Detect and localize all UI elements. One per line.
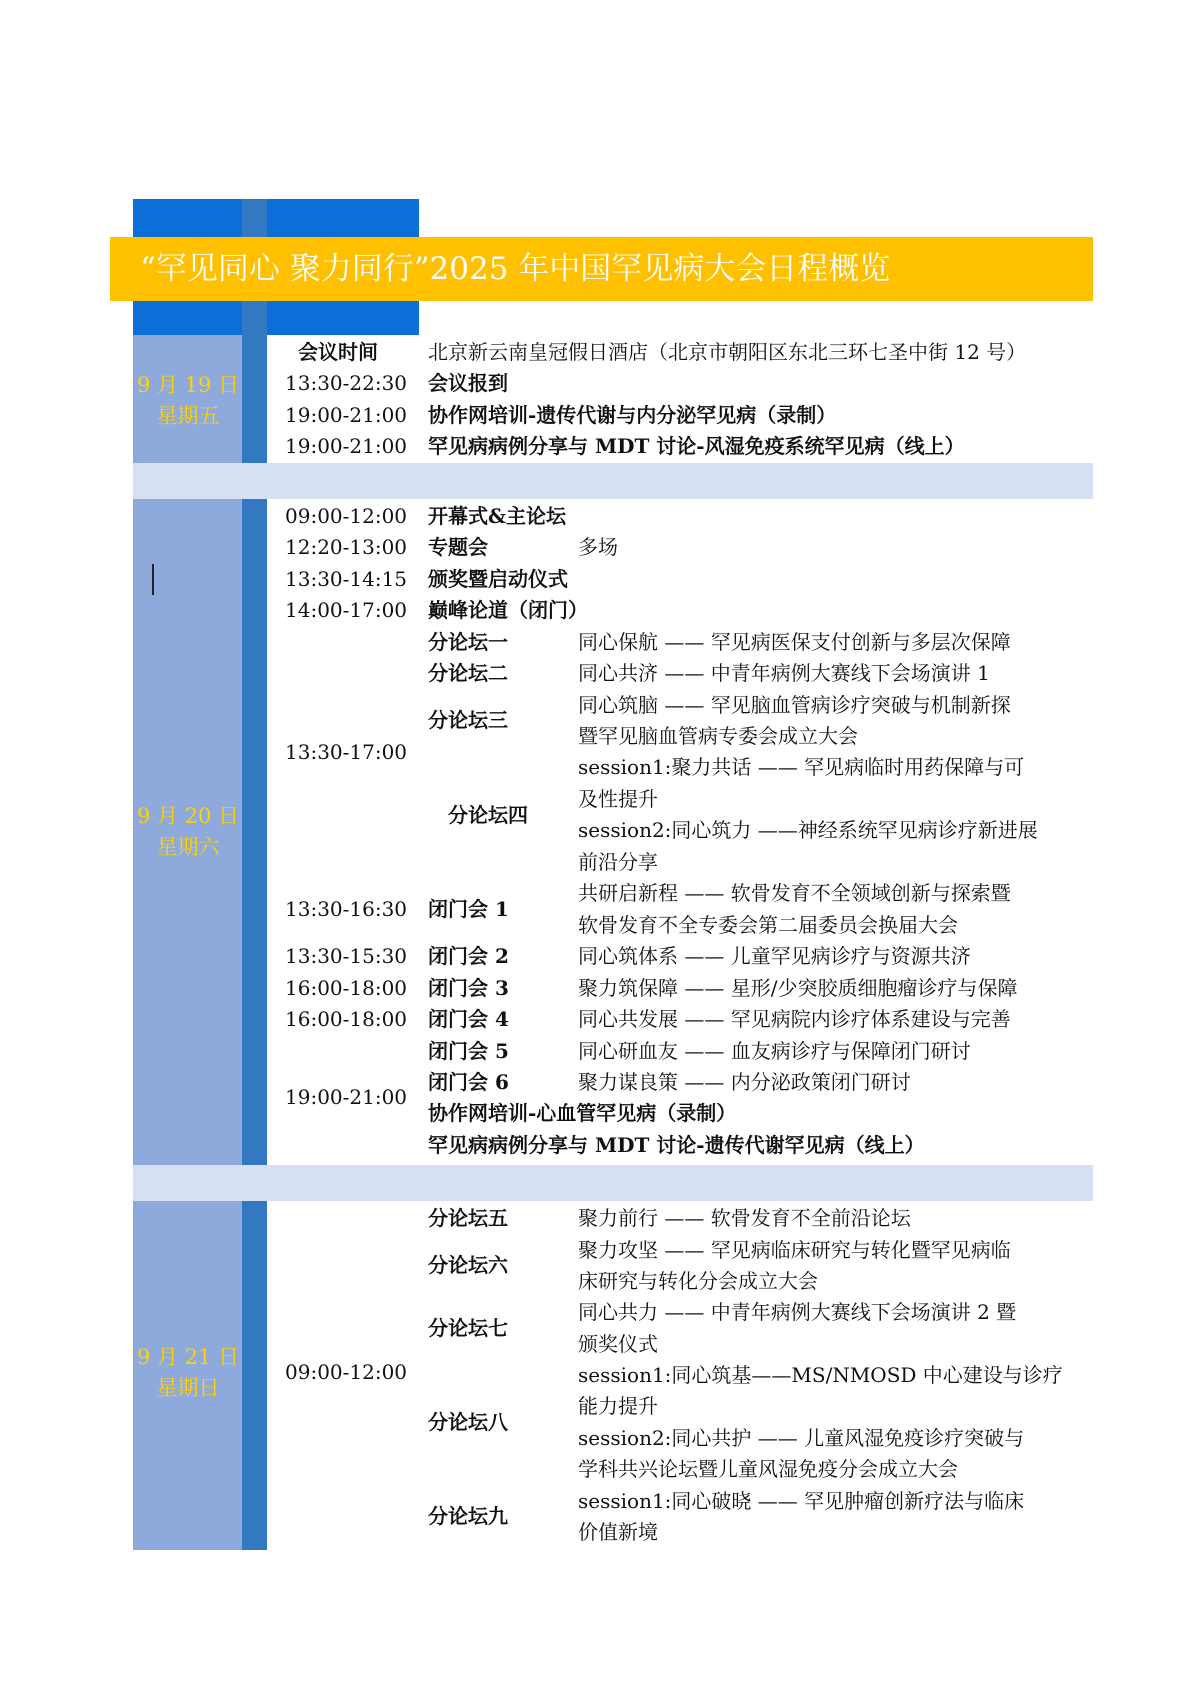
forum-name: 分论坛三	[428, 708, 508, 732]
forum-name: 分论坛四	[448, 803, 528, 827]
forum-desc: 同心保航 —— 罕见病医保支付创新与多层次保障	[578, 630, 1011, 654]
forum-desc: 能力提升	[578, 1394, 658, 1418]
row-item: 会议报到	[428, 371, 508, 395]
closed-meeting-name: 闭门会 5	[428, 1039, 509, 1063]
date: 9 月 19 日	[136, 373, 240, 397]
row-time: 13:30-16:30	[285, 897, 408, 921]
closed-meeting-desc: 聚力谋良策 —— 内分泌政策闭门研讨	[578, 1070, 911, 1094]
forum-name: 分论坛五	[428, 1206, 508, 1230]
venue-text: 北京新云南皇冠假日酒店（北京市朝阳区东北三环七圣中街 12 号）	[428, 340, 1027, 364]
row-item: 罕见病病例分享与 MDT 讨论-遗传代谢罕见病（线上）	[428, 1133, 925, 1157]
date: 9 月 21 日	[136, 1345, 240, 1369]
row-desc: 多场	[578, 535, 618, 559]
forum-name: 分论坛七	[428, 1316, 508, 1340]
row-time: 19:00-21:00	[285, 403, 408, 427]
row-time: 14:00-17:00	[285, 598, 408, 622]
closed-meeting-desc: 软骨发育不全专委会第二届委员会换届大会	[578, 913, 958, 937]
row-time: 13:30-15:30	[285, 944, 408, 968]
day1-date-label	[134, 370, 242, 432]
closed-meeting-desc: 同心研血友 —— 血友病诊疗与保障闭门研讨	[578, 1039, 971, 1063]
row-time: 16:00-18:00	[285, 976, 408, 1000]
forum-name: 分论坛一	[428, 630, 508, 654]
timeline-stripe	[242, 199, 267, 1550]
forum-name: 分论坛八	[428, 1410, 508, 1434]
row-time: 16:00-18:00	[285, 1007, 408, 1031]
closed-meeting-desc: 聚力筑保障 —— 星形/少突胶质细胞瘤诊疗与保障	[578, 976, 1018, 1000]
row-time: 19:00-21:00	[285, 1085, 408, 1109]
header-time-label: 会议时间	[298, 340, 378, 364]
page-title: “罕见同心 聚力同行”2025 年中国罕见病大会日程概览	[110, 237, 1093, 301]
forum-desc: 暨罕见脑血管病专委会成立大会	[578, 724, 858, 748]
row-time: 09:00-12:00	[285, 1360, 408, 1384]
forum-desc: 同心共济 —— 中青年病例大赛线下会场演讲 1	[578, 661, 990, 685]
row-item: 巅峰论道（闭门）	[428, 598, 588, 622]
row-time: 13:30-22:30	[285, 371, 408, 395]
day3-date-label	[134, 1342, 242, 1404]
forum-desc: 同心共力 —— 中青年病例大赛线下会场演讲 2 暨	[578, 1300, 1017, 1324]
forum-desc: session1:同心筑基——MS/NMOSD 中心建设与诊疗	[578, 1363, 1063, 1387]
row-item: 开幕式&主论坛	[428, 504, 567, 528]
forum-desc: 价值新境	[578, 1520, 658, 1544]
closed-meeting-desc: 同心筑体系 —— 儿童罕见病诊疗与资源共济	[578, 944, 971, 968]
closed-meeting-name: 闭门会 1	[428, 897, 509, 921]
date: 9 月 20 日	[136, 804, 240, 828]
row-item: 协作网培训-心血管罕见病（录制）	[428, 1101, 737, 1125]
row-time: 09:00-12:00	[285, 504, 408, 528]
forum-desc: session1:聚力共话 —— 罕见病临时用药保障与可	[578, 755, 1025, 779]
text-cursor	[152, 564, 154, 595]
forum-desc: 颁奖仪式	[578, 1332, 658, 1356]
forum-desc: 及性提升	[578, 787, 658, 811]
row-time: 13:30-14:15	[285, 567, 408, 591]
row-time: 12:20-13:00	[285, 535, 408, 559]
day-separator	[133, 463, 1093, 499]
forum-name: 分论坛二	[428, 661, 508, 685]
row-item: 罕见病病例分享与 MDT 讨论-风湿免疫系统罕见病（线上）	[428, 434, 965, 458]
weekday: 星期六	[156, 835, 220, 859]
forum-desc: session2:同心共护 —— 儿童风湿免疫诊疗突破与	[578, 1426, 1025, 1450]
forum-desc: 聚力前行 —— 软骨发育不全前沿论坛	[578, 1206, 911, 1230]
row-item: 颁奖暨启动仪式	[428, 567, 568, 591]
forum-desc: 聚力攻坚 —— 罕见病临床研究与转化暨罕见病临	[578, 1238, 1011, 1262]
closed-meeting-name: 闭门会 2	[428, 944, 509, 968]
weekday: 星期五	[156, 404, 220, 428]
weekday: 星期日	[156, 1376, 220, 1400]
forum-desc: 学科共兴论坛暨儿童风湿免疫分会成立大会	[578, 1457, 958, 1481]
closed-meeting-name: 闭门会 4	[428, 1007, 509, 1031]
forum-desc: session2:同心筑力 ——神经系统罕见病诊疗新进展	[578, 818, 1038, 842]
forum-name: 分论坛六	[428, 1253, 508, 1277]
row-item: 专题会	[428, 535, 488, 559]
day-separator	[133, 1165, 1093, 1201]
row-item: 协作网培训-遗传代谢与内分泌罕见病（录制）	[428, 403, 837, 427]
closed-meeting-desc: 共研启新程 —— 软骨发育不全领域创新与探索暨	[578, 881, 1011, 905]
forum-desc: 前沿分享	[578, 850, 658, 874]
forum-name: 分论坛九	[428, 1504, 508, 1528]
row-time: 19:00-21:00	[285, 434, 408, 458]
forum-time: 13:30-17:00	[285, 740, 408, 764]
forum-desc: 床研究与转化分会成立大会	[578, 1269, 818, 1293]
forum-desc: session1:同心破晓 —— 罕见肿瘤创新疗法与临床	[578, 1489, 1025, 1513]
closed-meeting-name: 闭门会 6	[428, 1070, 509, 1094]
day2-date-label	[134, 801, 242, 863]
closed-meeting-name: 闭门会 3	[428, 976, 509, 1000]
forum-desc: 同心筑脑 —— 罕见脑血管病诊疗突破与机制新探	[578, 693, 1011, 717]
closed-meeting-desc: 同心共发展 —— 罕见病院内诊疗体系建设与完善	[578, 1007, 1011, 1031]
